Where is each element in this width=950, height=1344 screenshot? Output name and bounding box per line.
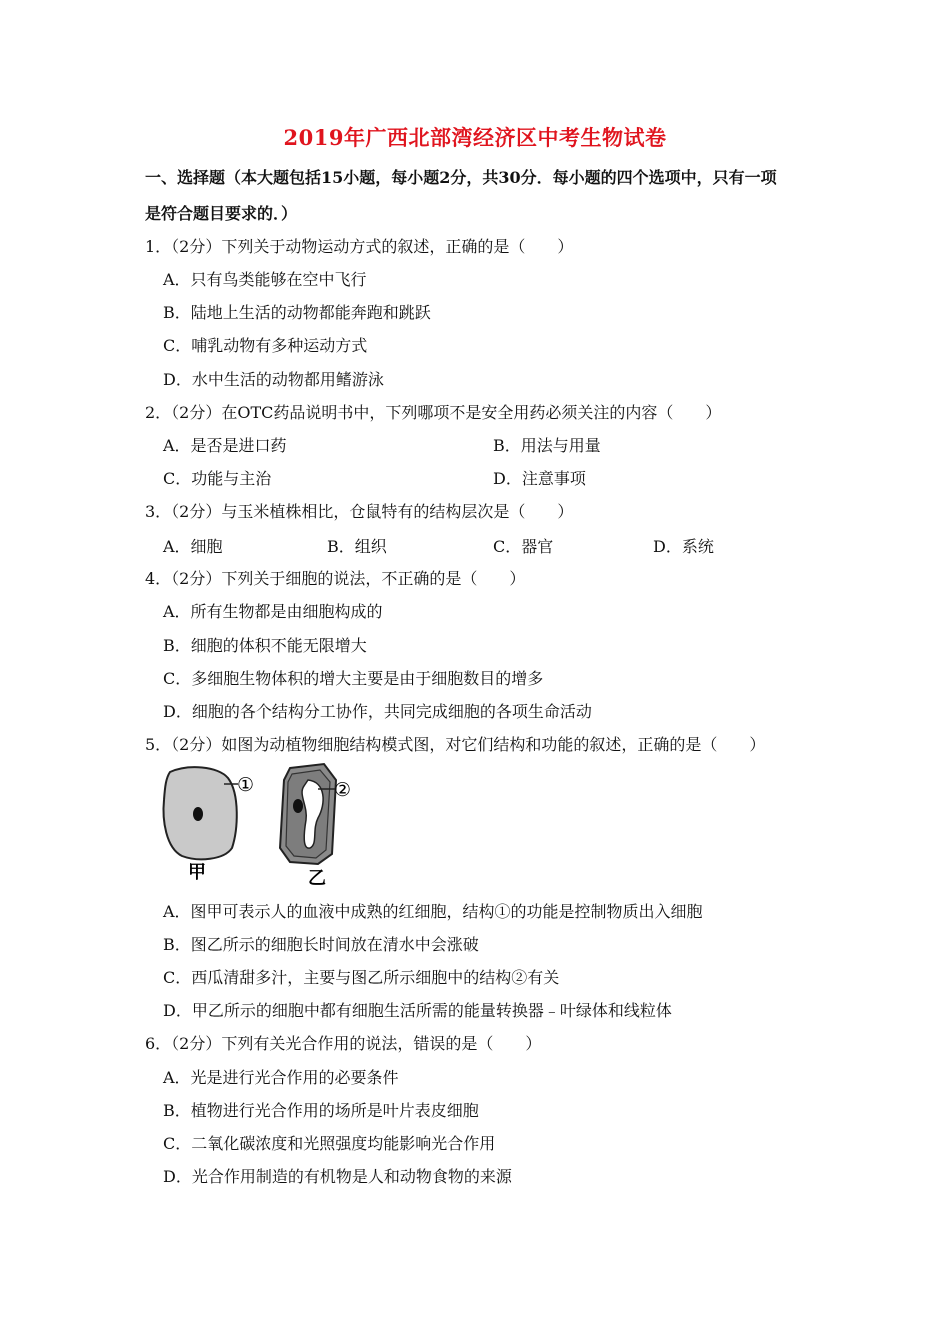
question-2-option-b: B．用法与用量 [493,436,601,455]
question-6-stem: 6．（2分）下列有关光合作用的说法，错误的是（ ） [145,1034,542,1053]
question-1-stem: 1．（2分）下列关于动物运动方式的叙述，正确的是（ ） [145,237,574,256]
marker-1-label: ① [237,774,255,796]
figure-label-jia: 甲 [188,862,206,883]
question-2-option-c: C．功能与主治 [163,469,272,488]
question-4-option-b: B．细胞的体积不能无限增大 [163,636,367,655]
question-1-option-d: D．水中生活的动物都用鳍游泳 [163,370,384,389]
cell-diagram-figure [158,760,388,890]
figure-label-yi: 乙 [308,868,326,889]
question-6-option-a: A．光是进行光合作用的必要条件 [163,1068,399,1087]
plant-cell-nucleus [293,799,303,813]
question-4-option-c: C．多细胞生物体积的增大主要是由于细胞数目的增多 [163,669,544,688]
question-3-option-a: A．细胞 [163,537,223,556]
question-2-option-a: A．是否是进口药 [163,436,287,455]
marker-2-label: ② [334,779,352,801]
question-4-option-d: D．细胞的各个结构分工协作，共同完成细胞的各项生命活动 [163,702,592,721]
question-2-option-d: D．注意事项 [493,469,586,488]
question-5-stem: 5．（2分）如图为动植物细胞结构模式图，对它们结构和功能的叙述，正确的是（ ） [145,735,766,754]
question-1-option-a: A．只有鸟类能够在空中飞行 [163,270,367,289]
question-1-option-b: B．陆地上生活的动物都能奔跑和跳跃 [163,303,431,322]
question-3-stem: 3．（2分）与玉米植株相比，仓鼠特有的结构层次是（ ） [145,502,574,521]
page-title: 2019年广西北部湾经济区中考生物试卷 [283,125,667,150]
question-5-option-d: D．甲乙所示的细胞中都有细胞生活所需的能量转换器﹣叶绿体和线粒体 [163,1001,672,1020]
question-3-option-b: B．组织 [327,537,387,556]
cell-diagram-svg [158,760,388,890]
question-6-option-c: C．二氧化碳浓度和光照强度均能影响光合作用 [163,1134,496,1153]
question-1-option-c: C．哺乳动物有多种运动方式 [163,336,368,355]
section-heading-line2: 是符合题目要求的．） [145,204,298,223]
question-4-option-a: A．所有生物都是由细胞构成的 [163,602,383,621]
question-2-stem: 2．（2分）在OTC药品说明书中，下列哪项不是安全用药必须关注的内容（ ） [145,403,722,422]
question-6-option-d: D．光合作用制造的有机物是人和动物食物的来源 [163,1167,512,1186]
question-6-option-b: B．植物进行光合作用的场所是叶片表皮细胞 [163,1101,479,1120]
animal-cell-nucleus [193,807,203,821]
question-5-option-b: B．图乙所示的细胞长时间放在清水中会涨破 [163,935,479,954]
question-3-option-c: C．器官 [493,537,554,556]
question-4-stem: 4．（2分）下列关于细胞的说法，不正确的是（ ） [145,569,526,588]
question-5-option-a: A．图甲可表示人的血液中成熟的红细胞，结构①的功能是控制物质出入细胞 [163,902,703,921]
question-3-option-d: D．系统 [653,537,714,556]
question-5-option-c: C．西瓜清甜多汁，主要与图乙所示细胞中的结构②有关 [163,968,560,987]
section-heading-line1: 一、选择题（本大题包括15小题，每小题2分，共30分．每小题的四个选项中，只有一项 [145,168,777,187]
